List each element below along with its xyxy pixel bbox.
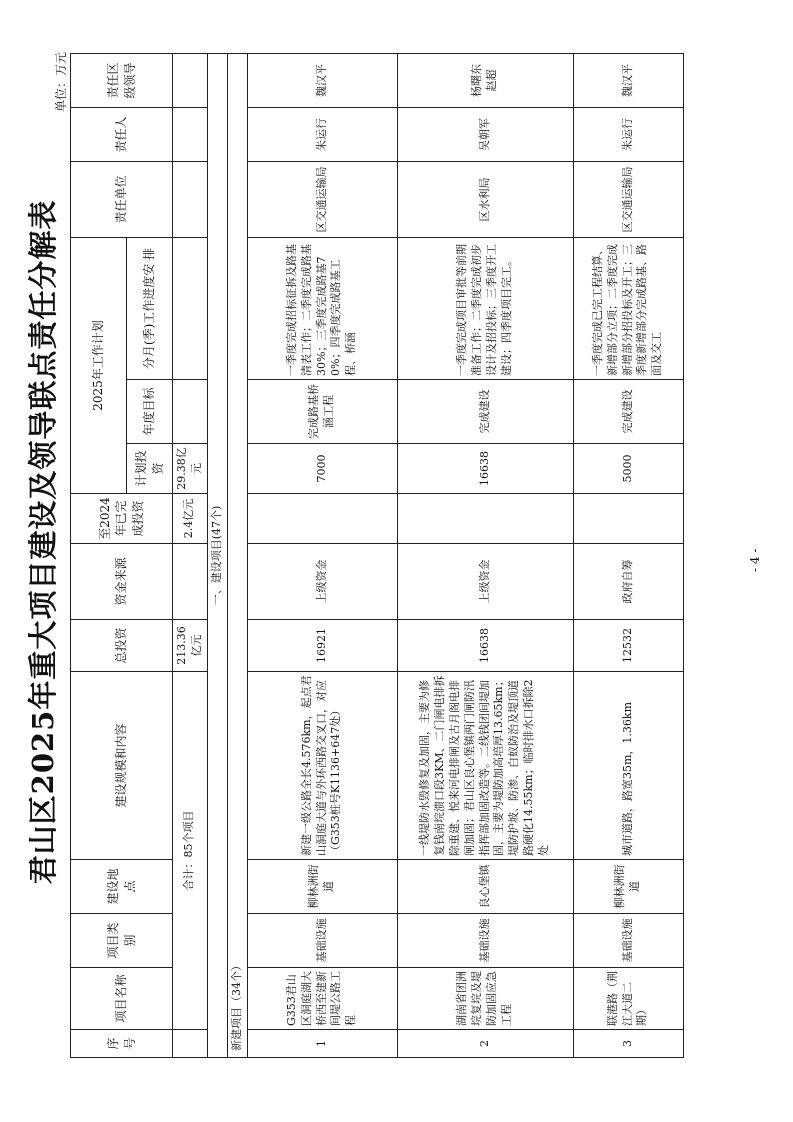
cell-completed-2024 <box>573 494 683 544</box>
cell-location: 柳林洲街道 <box>573 860 683 914</box>
cell-scale: 新建一级公路全长4.576km，起点君山洞庭大道与外环西路交叉口，对应（G353桩号K1136+647处） <box>247 672 397 860</box>
header-resp-unit: 责任单位 <box>71 162 173 238</box>
cell-category: 基础设施 <box>247 914 397 968</box>
cell-total-investment: 16921 <box>247 620 397 672</box>
table-row <box>573 54 683 1058</box>
cell-resp-person: 朱运行 <box>573 108 683 162</box>
cell-schedule: 一季度完成项目审批等前期准备工作；二季度完成初步设计及招投标；三季度开工建设；四季度项目完工。 <box>397 238 573 380</box>
cell-completed-2024 <box>247 494 397 544</box>
header-fund-source: 资金来源 <box>71 544 173 620</box>
cell-resp-unit: 区交通运输局 <box>573 162 683 238</box>
header-resp-leader: 责任区级领导 <box>71 54 173 108</box>
cell-schedule: 一季度完成招标征拆及路基清表工作；二季度完成路基30%；三季度完成路基70%；四季度完成路基工程、桥涵 <box>247 238 397 380</box>
header-annual-target: 年度目标 <box>127 380 173 444</box>
header-location: 建设地点 <box>71 860 173 914</box>
project-table <box>70 53 684 1058</box>
cell-category: 基础设施 <box>397 914 573 968</box>
cell-resp-leader: 魏汉平 <box>573 54 683 108</box>
cell-annual-target: 完成建设 <box>397 380 573 444</box>
cell-resp-unit: 区水利局 <box>397 162 573 238</box>
header-total-investment: 总投资 <box>71 620 173 672</box>
table-row <box>397 54 573 1058</box>
cell-name: 湖南省团洲垸复垸及堤防加固应急工程 <box>397 968 573 1030</box>
cell-completed-2024 <box>397 494 573 544</box>
cell-name: G353君山区洞庭湖大桥西至建新间堤公路工程 <box>247 968 397 1030</box>
cell-planned-investment: 16638 <box>397 444 573 494</box>
summary-completed: 2.4亿元 <box>173 494 208 544</box>
header-scale: 建设规模和内容 <box>71 672 173 860</box>
cell-resp-person: 朱运行 <box>247 108 397 162</box>
cell-planned-investment: 5000 <box>573 444 683 494</box>
cell-resp-person: 吴朝军 <box>397 108 573 162</box>
header-schedule: 分月(季)工作进度安 排 <box>127 238 173 380</box>
summary-schedule <box>173 238 208 380</box>
table-row <box>247 54 397 1058</box>
cell-location: 良心堡镇 <box>397 860 573 914</box>
header-seq: 序号 <box>71 1030 173 1058</box>
cell-seq: 1 <box>247 1030 397 1058</box>
cell-scale: 一线堤防水毁修复及加固，主要为修复钱南垸溃口段3KM、二门闸电排拆除重建、悦来河电排闸及古月阁电排闸加固；君山区良心堡镇两门闸防汛指挥部加固改造等。二线钱团间堤加固，主要为堤防加高培厚13.65km；堤防护坡、防渗、白蚁防治及堤顶道路硬化14.55km；临时排水口拆除2处 <box>397 672 573 860</box>
cell-annual-target: 完成路基桥涵工程 <box>247 380 397 444</box>
header-resp-person: 责任人 <box>71 108 173 162</box>
cell-scale: 城市道路，路宽35m，1.36km <box>573 672 683 860</box>
summary-row <box>173 54 208 1058</box>
section-construction: 一、建设项目(47个) <box>207 54 227 1058</box>
summary-seq <box>173 1030 208 1058</box>
summary-total: 213.36亿元 <box>173 620 208 672</box>
cell-category: 基础设施 <box>573 914 683 968</box>
document-title: 君山区2025年重大项目建设及领导联点责任分解表 <box>25 199 60 885</box>
cell-total-investment: 16638 <box>397 620 573 672</box>
cell-planned-investment: 7000 <box>247 444 397 494</box>
cell-resp-leader: 杨曙东 赵超 <box>397 54 573 108</box>
cell-seq: 2 <box>397 1030 573 1058</box>
page-number: - 4 - <box>748 548 762 572</box>
cell-resp-leader: 魏汉平 <box>247 54 397 108</box>
summary-target <box>173 380 208 444</box>
section-row <box>207 54 227 1058</box>
summary-unit <box>173 162 208 238</box>
cell-annual-target: 完成建设 <box>573 380 683 444</box>
cell-resp-unit: 区交通运输局 <box>247 162 397 238</box>
cell-total-investment: 12532 <box>573 620 683 672</box>
header-completed-2024: 至2024年已完成投资 <box>71 494 173 544</box>
header-category: 项目类别 <box>71 914 173 968</box>
cell-name: 联港路（荆江大道二期） <box>573 968 683 1030</box>
cell-fund-source: 政府自筹 <box>573 544 683 620</box>
summary-leader <box>173 54 208 108</box>
cell-fund-source: 上级资金 <box>397 544 573 620</box>
section-new: 新建项目（34个） <box>227 54 247 1058</box>
header-plan-group: 2025年工作计划 <box>71 238 127 494</box>
summary-planned: 29.38亿元 <box>173 444 208 494</box>
cell-schedule: 一季度完成已完工程结算、新增部分立项；二季度完成新增部分招投标及开工；三季度新增部分完成路基、路面及交工 <box>573 238 683 380</box>
header-planned-investment: 计划投资 <box>127 444 173 494</box>
header-name: 项目名称 <box>71 968 173 1030</box>
cell-fund-source: 上级资金 <box>247 544 397 620</box>
unit-label: 单位：万元 <box>54 51 68 112</box>
subsection-row <box>227 54 247 1058</box>
summary-label: 合计：85个项目 <box>173 672 208 1030</box>
summary-fund <box>173 544 208 620</box>
cell-seq: 3 <box>573 1030 683 1058</box>
summary-person <box>173 108 208 162</box>
cell-location: 柳林洲街道 <box>247 860 397 914</box>
